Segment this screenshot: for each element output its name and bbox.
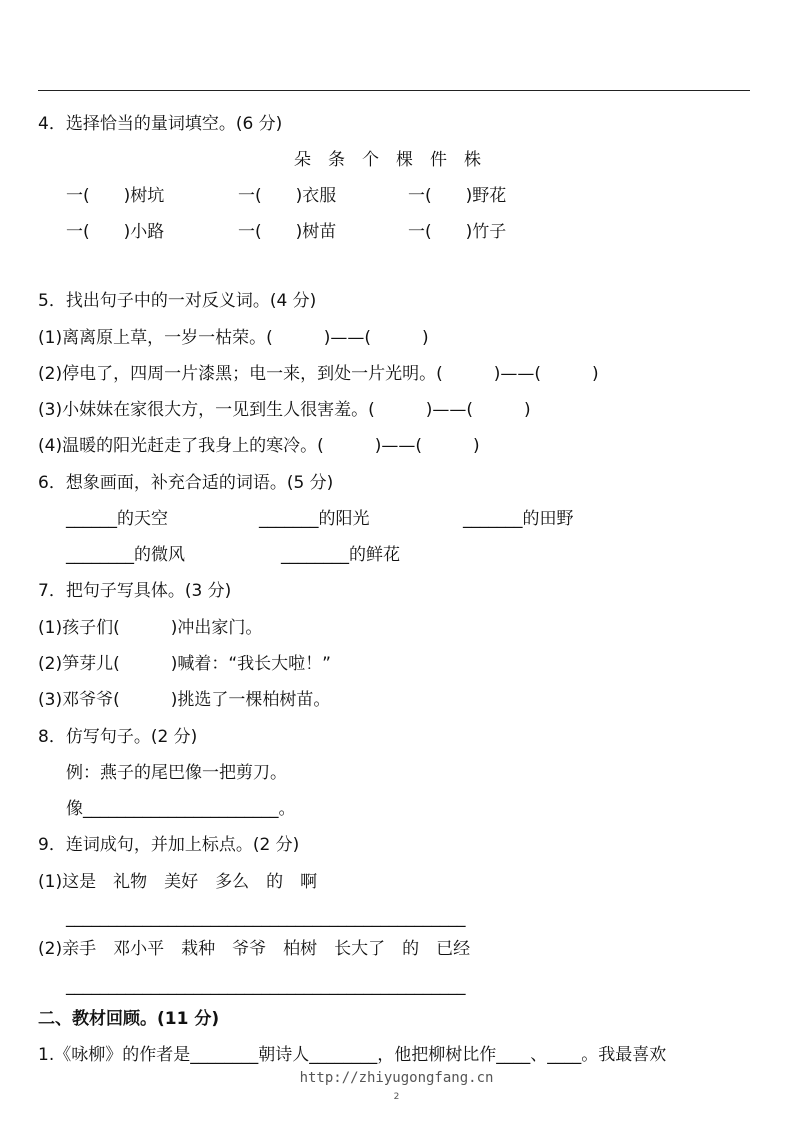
q9-item-2: (2)亲手 邓小平 栽种 爷爷 柏树 长大了 的 已经 [38,939,471,959]
q7-title: 7．把句子写具体。(3 分) [38,581,232,601]
q5-item-3: (3)小妹妹在家很大方，一见到生人很害羞。( )——( ) [38,400,531,420]
q4-row1-item3: 一( )野花 [408,186,507,206]
q7-item-1: (1)孩子们( )冲出家门。 [38,618,263,638]
q6-row2-item2: ________的鲜花 [281,545,400,565]
q9-title: 9．连词成句，并加上标点。(2 分) [38,835,300,855]
q7-item-2: (2)笋芽儿( )喊着：“我长大啦！” [38,654,331,674]
q5-item-1: (1)离离原上草，一岁一枯荣。( )——( ) [38,328,429,348]
q7-item-3: (3)邓爷爷( )挑选了一棵柏树苗。 [38,690,331,710]
q6-row1-item1: ______的天空 [66,509,168,529]
q6-title: 6．想象画面，补充合适的词语。(5 分) [38,473,334,493]
section2-q1: 1.《咏柳》的作者是________朝诗人________，他把柳树比作____、____。我最喜欢 [38,1045,667,1065]
page-number: 2 [393,1092,400,1102]
q4-row2-item2: 一( )树苗 [238,222,337,242]
q4-options: 朵 条 个 棵 件 株 [294,150,481,170]
q4-row2-item1: 一( )小路 [66,222,165,242]
q8-answer-line: 像_______________________。 [66,799,296,819]
q5-title: 5．找出句子中的一对反义词。(4 分) [38,291,317,311]
q9-item-1: (1)这是 礼物 美好 多么 的 啊 [38,872,318,892]
q4-row1-item2: 一( )衣服 [238,186,337,206]
q6-row1-item2: _______的阳光 [259,509,370,529]
section2-title: 二、教材回顾。(11 分) [38,1009,220,1029]
q6-row2-item1: ________的微风 [66,545,185,565]
q5-item-4: (4)温暖的阳光赶走了我身上的寒冷。( )——( ) [38,436,480,456]
q8-title: 8．仿写句子。(2 分) [38,727,198,747]
footer-url: http://zhiyugongfang.cn [299,1070,494,1086]
q4-row2-item3: 一( )竹子 [408,222,507,242]
q6-row1-item3: _______的田野 [463,509,574,529]
q5-item-2: (2)停电了，四周一片漆黑；电一来，到处一片光明。( )——( ) [38,364,599,384]
q8-example: 例：燕子的尾巴像一把剪刀。 [66,763,287,783]
q9-answer-line-1: _______________________________________________ [66,908,466,928]
q4-title: 4．选择恰当的量词填空。(6 分) [38,114,283,134]
q4-row1-item1: 一( )树坑 [66,186,165,206]
q9-answer-line-2: _______________________________________________ [66,976,466,996]
header-rule [38,90,750,91]
